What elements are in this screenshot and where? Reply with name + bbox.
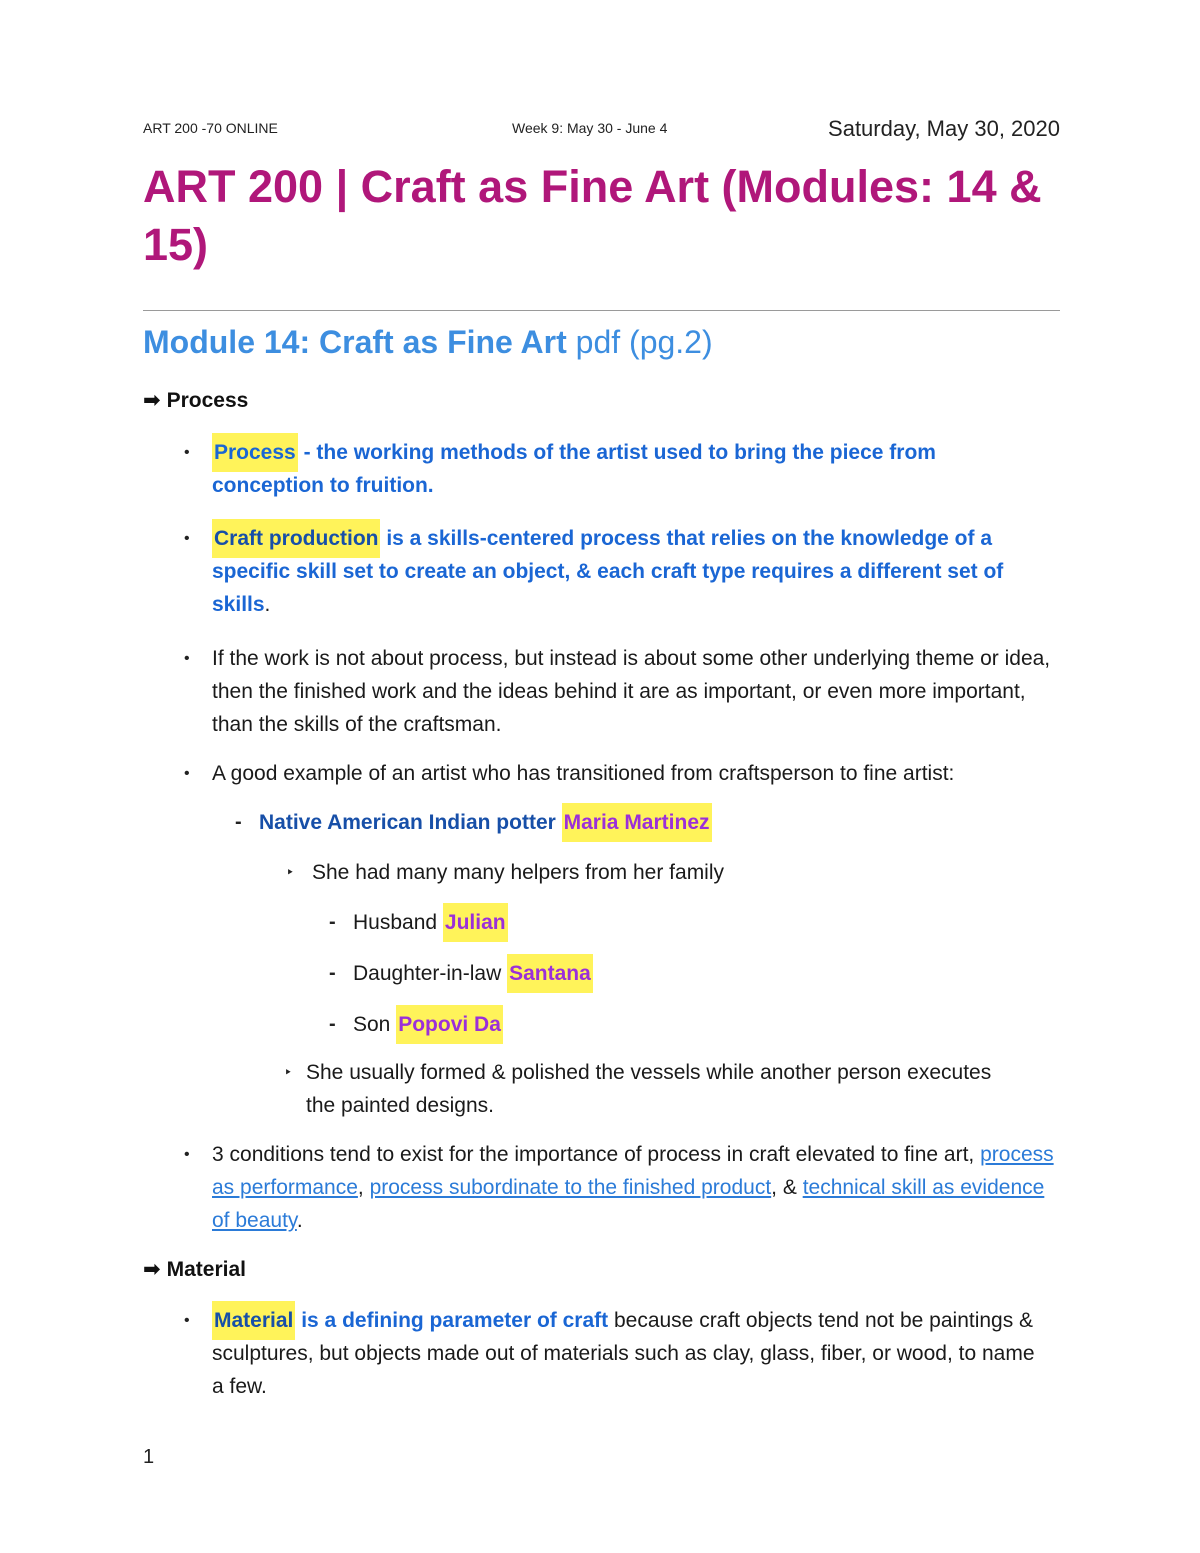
link-process-subordinate[interactable]: process subordinate to the finished product xyxy=(369,1176,772,1199)
dash-icon: - xyxy=(329,962,336,984)
section-process xyxy=(143,388,248,413)
bullet-icon: • xyxy=(184,1312,190,1329)
page-header xyxy=(143,116,1060,146)
bullet-icon: • xyxy=(184,530,190,547)
relation-label: Husband xyxy=(353,911,443,934)
list-item xyxy=(184,1304,1052,1403)
sentence-end: . xyxy=(296,1209,303,1232)
item-text: If the work is not about process, but instead is about some other underlying theme or idea, then the finished work and the ideas behind it are as important, or even more important, than the skills of the craftsman. xyxy=(212,647,1051,736)
item-text: Native American Indian potter xyxy=(259,811,562,834)
definition-text: is a skills-centered process that relies on the knowledge of a specific skill set to create an object, & each craft type requires a different set of skills xyxy=(212,527,1004,616)
page-number: 1 xyxy=(143,1446,155,1468)
bullet-icon: • xyxy=(184,765,190,782)
module-heading xyxy=(143,320,713,364)
separator: , & xyxy=(771,1176,803,1199)
list-item xyxy=(184,757,1072,790)
list-item xyxy=(184,522,1052,621)
bullet-icon: • xyxy=(184,1146,190,1163)
page-title: ART 200 | Craft as Fine Art (Modules: 14 & 15) xyxy=(143,161,1042,270)
highlighted-name: Maria Martinez xyxy=(562,803,712,842)
section-material xyxy=(143,1257,246,1282)
triangle-bullet-icon: ‣ xyxy=(284,1064,293,1080)
relation-label: Daughter-in-law xyxy=(353,962,508,985)
module-heading-title: Module 14: Craft as Fine Art xyxy=(143,324,567,360)
list-item xyxy=(184,642,1052,741)
list-item xyxy=(184,436,1052,502)
item-text: 3 conditions tend to exist for the importance of process in craft elevated to fine art, xyxy=(212,1143,981,1166)
right-arrow-icon: ➡ xyxy=(143,389,161,412)
bullet-icon: • xyxy=(184,444,190,461)
highlighted-term: Craft production xyxy=(212,519,380,558)
module-heading-pdf-ref: pdf (pg.2) xyxy=(566,324,713,360)
highlighted-term: Material xyxy=(212,1301,295,1340)
section-label: Process xyxy=(166,389,249,412)
item-text: She usually formed & polished the vessels while another person executes the painted designs. xyxy=(306,1061,992,1117)
week-range: Week 9: May 30 - June 4 xyxy=(512,120,668,136)
highlighted-name: Santana xyxy=(507,954,593,993)
relation-label: Son xyxy=(353,1013,397,1036)
list-item xyxy=(184,1138,1062,1237)
header-date: Saturday, May 30, 2020 xyxy=(828,116,1060,141)
item-text: A good example of an artist who has transitioned from craftsperson to fine artist: xyxy=(212,762,955,785)
list-item xyxy=(284,1056,1006,1122)
list-item xyxy=(329,957,953,990)
bullet-icon: • xyxy=(184,650,190,667)
item-text: because craft objects tend not be paintings & sculptures, but objects made out of materials such as clay, glass, fiber, or wood, to name a few. xyxy=(212,1309,1035,1398)
item-text: She had many many helpers from her family xyxy=(312,861,725,884)
highlighted-term: Process xyxy=(212,433,298,472)
section-label: Material xyxy=(166,1258,246,1281)
dash-icon: - xyxy=(235,811,242,833)
dash-icon: - xyxy=(329,911,336,933)
separator: , xyxy=(357,1176,370,1199)
dash-icon: - xyxy=(329,1013,336,1035)
definition-text: is a defining parameter of craft xyxy=(295,1309,609,1332)
link-technical-skill[interactable]: technical skill as evidence of beauty xyxy=(212,1176,1045,1232)
definition-text: - the working methods of the artist used to bring the piece from conception to fruition. xyxy=(212,441,936,497)
list-item xyxy=(329,906,953,939)
list-item xyxy=(329,1008,953,1041)
highlighted-name: Popovi Da xyxy=(396,1005,503,1044)
list-item xyxy=(235,806,1039,839)
course-code: ART 200 -70 ONLINE xyxy=(143,120,278,136)
right-arrow-icon: ➡ xyxy=(143,1258,161,1281)
list-item xyxy=(286,856,1012,889)
divider xyxy=(143,310,1060,311)
link-process-as-performance[interactable]: process as performance xyxy=(212,1143,1054,1199)
highlighted-name: Julian xyxy=(443,903,508,942)
triangle-bullet-icon: ‣ xyxy=(286,864,295,880)
sentence-end: . xyxy=(264,593,271,616)
